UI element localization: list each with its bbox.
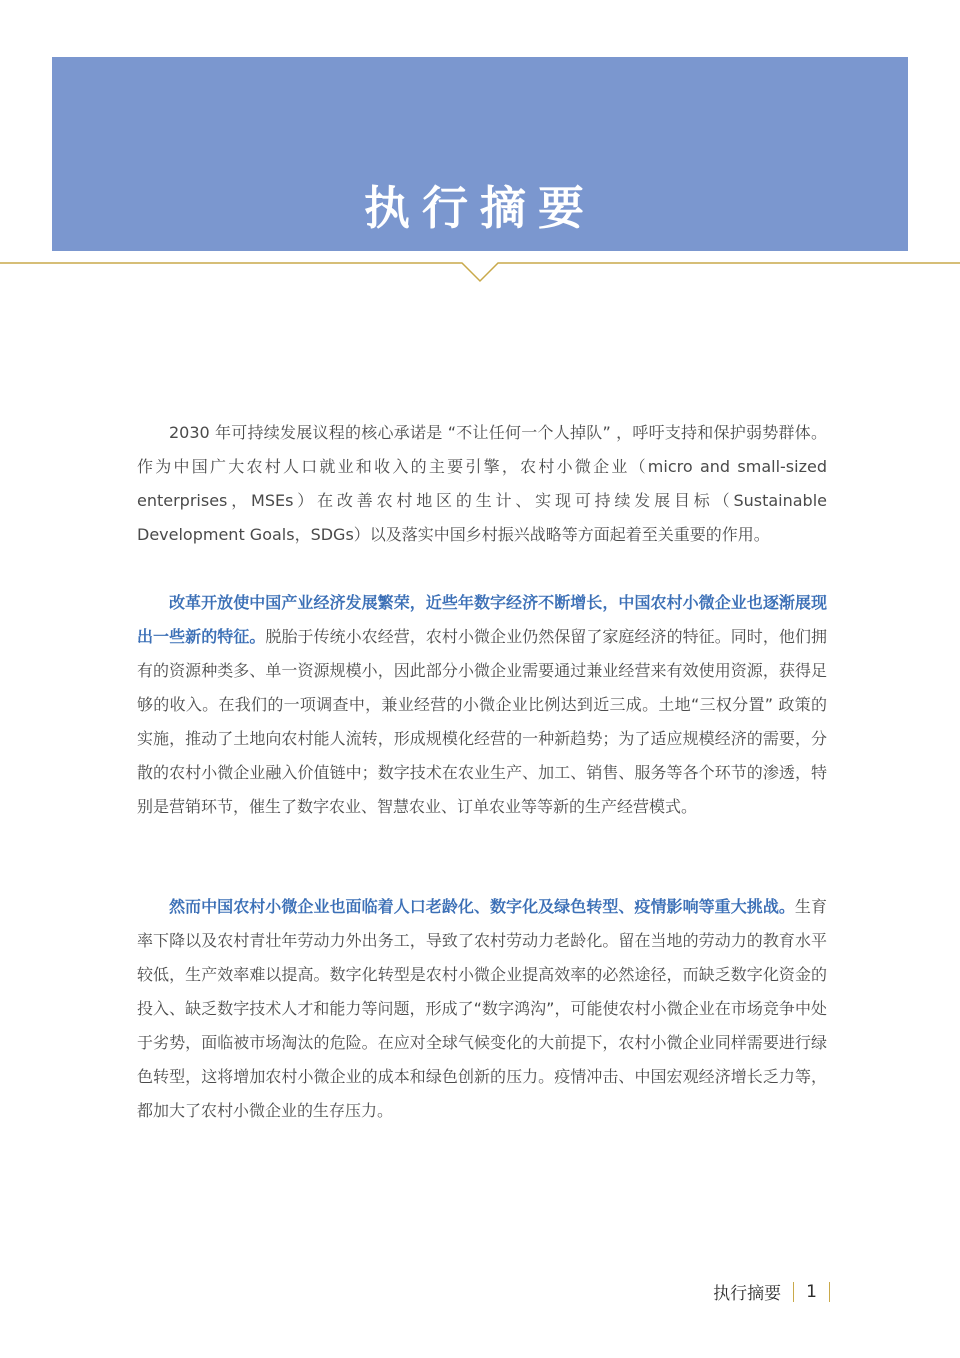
footer-section-title: 执行摘要 (713, 1284, 782, 1304)
paragraph-challenges-lead: 然而中国农村小微企业也面临着人口老龄化、数字化及绿色转型、疫情影响等重大挑战。 (169, 897, 795, 916)
paragraph-features (137, 586, 827, 824)
page-title: 执行摘要 (364, 181, 596, 235)
title-divider (0, 245, 960, 285)
paragraph-intro-text: 2030 年可持续发展议程的核心承诺是 “不让任何一个人掉队” ，呼吁支持和保护弱势群体。作为中国广大农村人口就业和收入的主要引擎，农村小微企业（micro and small-sized enterprises，MSEs）在改善农村地区的生计、实现可持续发展目标（Sustainable Development Goals，SDGs）以及落实中国乡村振兴战略等方面起着至关重要的作用。 (137, 423, 827, 544)
footer-divider-end (829, 1282, 830, 1302)
paragraph-challenges-text: 生育率下降以及农村青壮年劳动力外出务工，导致了农村劳动力老龄化。留在当地的劳动力的教育水平较低，生产效率难以提高。数字化转型是农村小微企业提高效率的必然途径，而缺乏数字化资金的投入、缺乏数字技术人才和能力等问题，形成了“数字鸿沟”，可能使农村小微企业在市场竞争中处于劣势，面临被市场淘汰的危险。在应对全球气候变化的大前提下，农村小微企业同样需要进行绿色转型，这将增加农村小微企业的成本和绿色创新的压力。疫情冲击、中国宏观经济增长乏力等，都加大了农村小微企业的生存压力。 (137, 897, 827, 1120)
page-footer (713, 1279, 830, 1304)
footer-divider (793, 1282, 794, 1302)
paragraph-intro (137, 416, 827, 552)
paragraph-features-text: 脱胎于传统小农经营，农村小微企业仍然保留了家庭经济的特征。同时，他们拥有的资源种类多、单一资源规模小，因此部分小微企业需要通过兼业经营来有效使用资源，获得足够的收入。在我们的一项调查中，兼业经营的小微企业比例达到近三成。土地“三权分置” 政策的实施，推动了土地向农村能人流转，形成规模化经营的一种新趋势；为了适应规模经济的需要，分散的农村小微企业融入价值链中；数字技术在农业生产、加工、销售、服务等各个环节的渗透，特别是营销环节，催生了数字农业、智慧农业、订单农业等等新的生产经营模式。 (137, 627, 827, 816)
paragraph-challenges (137, 890, 827, 1128)
page-number: 1 (806, 1281, 817, 1302)
paragraph-features-lead: 改革开放使中国产业经济发展繁荣，近些年数字经济不断增长，中国农村小微企业也逐渐展现出一些新的特征。 (137, 593, 827, 646)
